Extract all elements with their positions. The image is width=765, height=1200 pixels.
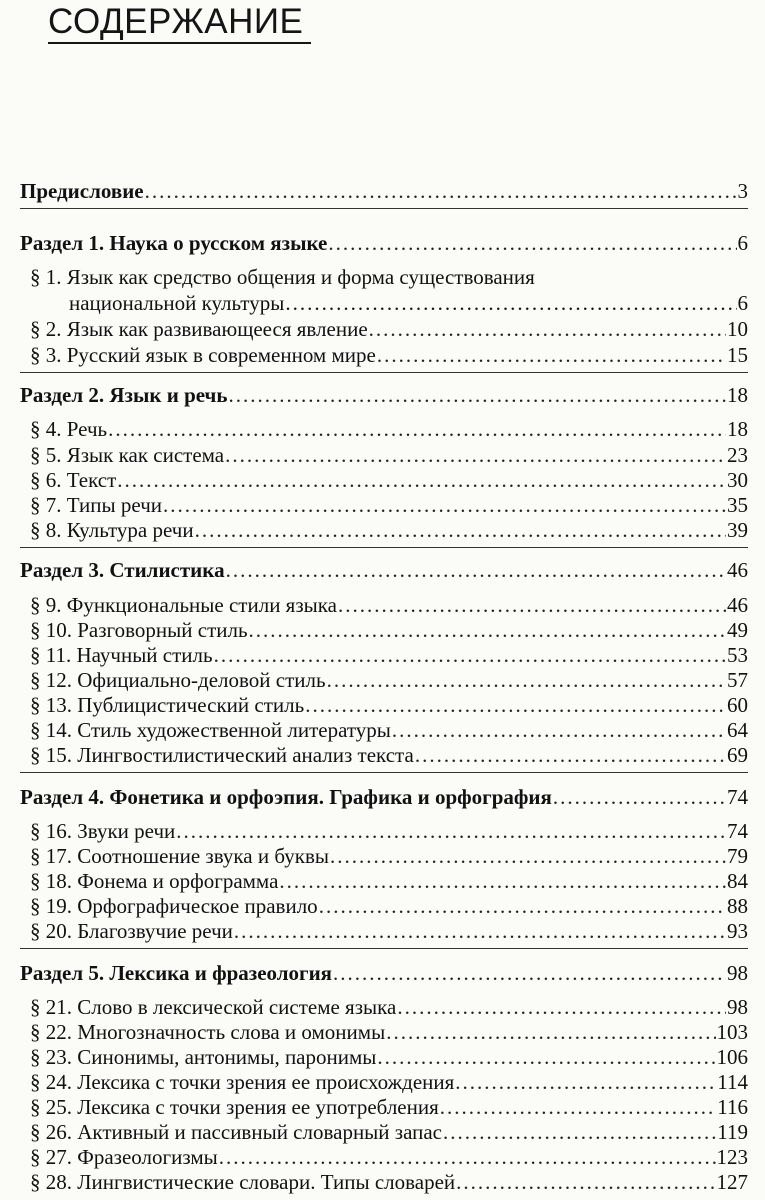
page-number: 98 bbox=[727, 995, 748, 1019]
leader-dots bbox=[443, 1119, 716, 1145]
entry-label: § 15. Лингвостилистический анализ текста bbox=[30, 743, 414, 767]
toc-item-13[interactable] bbox=[30, 692, 748, 718]
leader-dots bbox=[229, 382, 727, 408]
entry-label-line2: национальной культуры bbox=[69, 291, 285, 315]
page-number: 6 bbox=[737, 291, 748, 315]
section-label: Раздел 3. Стилистика bbox=[20, 558, 225, 582]
entry-label: § 20. Благозвучие речи bbox=[30, 919, 233, 943]
page-number: 69 bbox=[727, 743, 748, 767]
page-number: 123 bbox=[716, 1145, 748, 1169]
entry-label: § 11. Научный стиль bbox=[30, 643, 213, 667]
leader-dots bbox=[176, 818, 726, 844]
leader-dots bbox=[145, 178, 737, 204]
leader-dots bbox=[279, 868, 726, 894]
leader-dots bbox=[225, 442, 726, 468]
toc-section-4[interactable] bbox=[20, 784, 748, 810]
page-title: СОДЕРЖАНИЕ bbox=[48, 2, 311, 44]
leader-dots bbox=[333, 960, 726, 986]
leader-dots bbox=[214, 642, 726, 668]
toc-item-2[interactable] bbox=[30, 316, 748, 342]
toc-item-28[interactable] bbox=[30, 1169, 748, 1195]
toc-item-16[interactable] bbox=[30, 818, 748, 844]
toc-item-19[interactable] bbox=[30, 893, 748, 919]
section-label: Раздел 1. Наука о русском языке bbox=[20, 231, 328, 255]
entry-label: § 2. Язык как развивающееся явление bbox=[30, 317, 368, 341]
page-number: 103 bbox=[716, 1020, 748, 1044]
page-number: 3 bbox=[737, 179, 748, 203]
page-number: 106 bbox=[716, 1045, 748, 1069]
page-number: 46 bbox=[727, 558, 748, 582]
page-number: 57 bbox=[727, 668, 748, 692]
leader-dots bbox=[377, 342, 726, 368]
toc-item-27[interactable] bbox=[30, 1144, 748, 1170]
page-number: 60 bbox=[727, 693, 748, 717]
page-number: 49 bbox=[727, 618, 748, 642]
entry-label: § 13. Публицистический стиль bbox=[30, 693, 305, 717]
leader-dots bbox=[455, 1069, 716, 1095]
page-number: 30 bbox=[727, 468, 748, 492]
page-number: 74 bbox=[727, 785, 748, 809]
leader-dots bbox=[319, 893, 726, 919]
page-number: 114 bbox=[717, 1070, 748, 1094]
entry-label: § 5. Язык как система bbox=[30, 443, 225, 467]
entry-label: § 19. Орфографическое правило bbox=[30, 894, 318, 918]
leader-dots bbox=[397, 994, 726, 1020]
entry-label: § 18. Фонема и орфограмма bbox=[30, 869, 279, 893]
toc-section-2[interactable] bbox=[20, 382, 748, 408]
toc-item-12[interactable] bbox=[30, 667, 748, 693]
entry-label: § 9. Функциональные стили языка bbox=[30, 593, 337, 617]
divider bbox=[20, 208, 748, 209]
page-number: 53 bbox=[727, 643, 748, 667]
page-number: 93 bbox=[727, 919, 748, 943]
page-number: 119 bbox=[717, 1120, 748, 1144]
entry-label: § 8. Культура речи bbox=[30, 518, 194, 542]
section-label: Раздел 5. Лексика и фразеология bbox=[20, 961, 333, 985]
page-number: 35 bbox=[727, 493, 748, 517]
leader-dots bbox=[108, 416, 726, 442]
page-number: 10 bbox=[727, 317, 748, 341]
toc-item-1[interactable] bbox=[30, 264, 748, 316]
leader-dots bbox=[234, 918, 726, 944]
leader-dots bbox=[163, 492, 726, 518]
entry-label: § 3. Русский язык в современном мире bbox=[30, 343, 376, 367]
page-number: 79 bbox=[727, 844, 748, 868]
toc-item-25[interactable] bbox=[30, 1094, 748, 1120]
entry-label: § 23. Синонимы, антонимы, паронимы bbox=[30, 1045, 377, 1069]
section-label: Раздел 2. Язык и речь bbox=[20, 383, 228, 407]
page-number: 46 bbox=[727, 593, 748, 617]
page-number: 6 bbox=[737, 231, 748, 255]
toc-item-26[interactable] bbox=[30, 1119, 748, 1145]
toc-item-20[interactable] bbox=[30, 918, 748, 944]
leader-dots bbox=[305, 692, 726, 718]
toc-item-24[interactable] bbox=[30, 1069, 748, 1095]
leader-dots bbox=[219, 1144, 716, 1170]
entry-label: § 14. Стиль художественной литературы bbox=[30, 718, 391, 742]
toc-item-14[interactable] bbox=[30, 717, 748, 743]
leader-dots bbox=[327, 667, 726, 693]
entry-label: § 17. Соотношение звука и буквы bbox=[30, 844, 329, 868]
leader-dots bbox=[328, 230, 736, 256]
leader-dots bbox=[553, 784, 726, 810]
page-number: 64 bbox=[727, 718, 748, 742]
entry-label: Предисловие bbox=[20, 179, 144, 203]
entry-label: § 6. Текст bbox=[30, 468, 117, 492]
entry-label: § 12. Официально-деловой стиль bbox=[30, 668, 326, 692]
section-label: Раздел 4. Фонетика и орфоэпия. Графика и орфография bbox=[20, 785, 552, 809]
leader-dots bbox=[226, 557, 726, 583]
page-number: 127 bbox=[716, 1170, 748, 1194]
page-number: 18 bbox=[727, 417, 748, 441]
page-number: 23 bbox=[727, 443, 748, 467]
entry-label: § 24. Лексика с точки зрения ее происхождения bbox=[30, 1070, 455, 1094]
leader-dots bbox=[386, 1019, 715, 1045]
leader-dots bbox=[285, 290, 736, 316]
leader-dots bbox=[456, 1169, 715, 1195]
entry-label: § 25. Лексика с точки зрения ее употребления bbox=[30, 1095, 439, 1119]
leader-dots bbox=[338, 592, 726, 618]
toc-item-21[interactable] bbox=[30, 994, 748, 1020]
leader-dots bbox=[440, 1094, 717, 1120]
page-number: 116 bbox=[717, 1095, 748, 1119]
toc-item-11[interactable] bbox=[30, 642, 748, 668]
toc-item-5[interactable] bbox=[30, 442, 748, 468]
page-number: 88 bbox=[727, 894, 748, 918]
entry-label: § 10. Разговорный стиль bbox=[30, 618, 248, 642]
leader-dots bbox=[249, 617, 726, 643]
leader-dots bbox=[369, 316, 726, 342]
toc-item-10[interactable] bbox=[30, 617, 748, 643]
toc-item-15[interactable] bbox=[30, 742, 748, 768]
entry-label: § 21. Слово в лексической системе языка bbox=[30, 995, 397, 1019]
page-number: 39 bbox=[727, 518, 748, 542]
entry-label: § 4. Речь bbox=[30, 417, 108, 441]
toc-item-22[interactable] bbox=[30, 1019, 748, 1045]
toc-section-5[interactable] bbox=[20, 960, 748, 986]
toc-item-6[interactable] bbox=[30, 467, 748, 493]
toc-section-3[interactable] bbox=[20, 557, 748, 583]
entry-label-line1: § 1. Язык как средство общения и форма существования bbox=[30, 265, 535, 289]
toc-item-18[interactable] bbox=[30, 868, 748, 894]
divider bbox=[20, 948, 748, 949]
toc-item-23[interactable] bbox=[30, 1044, 748, 1070]
page-number: 74 bbox=[727, 819, 748, 843]
toc-item-17[interactable] bbox=[30, 843, 748, 869]
leader-dots bbox=[195, 517, 726, 543]
entry-label: § 28. Лингвистические словари. Типы словарей bbox=[30, 1170, 456, 1194]
divider bbox=[20, 372, 748, 373]
divider bbox=[20, 547, 748, 548]
toc-item-9[interactable] bbox=[30, 592, 748, 618]
page-number: 84 bbox=[727, 869, 748, 893]
toc-item-8[interactable] bbox=[30, 517, 748, 543]
entry-label: § 7. Типы речи bbox=[30, 493, 162, 517]
toc-entry-preface[interactable] bbox=[20, 178, 748, 204]
entry-label: § 27. Фразеологизмы bbox=[30, 1145, 218, 1169]
toc-section-1[interactable] bbox=[20, 230, 748, 256]
page-number: 18 bbox=[727, 383, 748, 407]
page-number: 15 bbox=[727, 343, 748, 367]
leader-dots bbox=[117, 467, 726, 493]
entry-label: § 26. Активный и пассивный словарный запас bbox=[30, 1120, 443, 1144]
entry-label: § 16. Звуки речи bbox=[30, 819, 176, 843]
leader-dots bbox=[415, 742, 726, 768]
toc-item-7[interactable] bbox=[30, 492, 748, 518]
toc-item-3[interactable] bbox=[30, 342, 748, 368]
leader-dots bbox=[392, 717, 726, 743]
leader-dots bbox=[330, 843, 726, 869]
leader-dots bbox=[377, 1044, 715, 1070]
entry-label: § 22. Многозначность слова и омонимы bbox=[30, 1020, 386, 1044]
toc-item-4[interactable] bbox=[30, 416, 748, 442]
divider bbox=[20, 772, 748, 773]
page-number: 98 bbox=[727, 961, 748, 985]
